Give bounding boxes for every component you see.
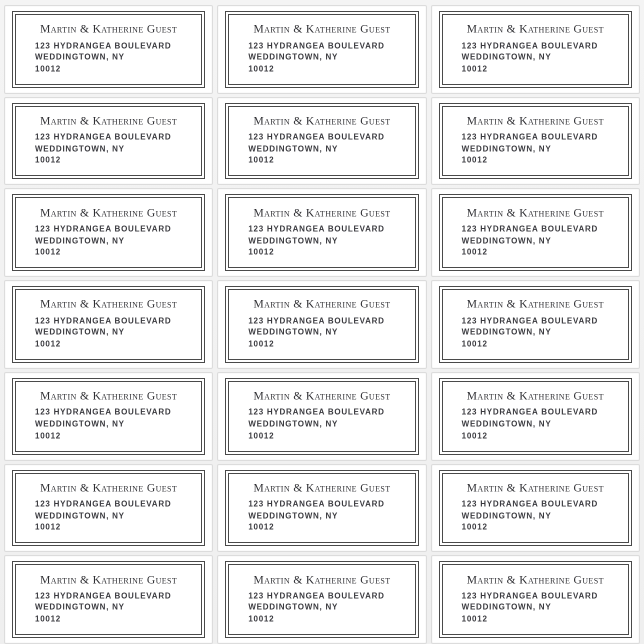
label-zip: 10012 [461, 614, 488, 624]
label-address [19, 407, 198, 442]
label-border-frame [225, 470, 418, 547]
label-zip: 10012 [35, 64, 61, 74]
label-city-state: WEDDINGTOWN, NY [35, 236, 125, 246]
label-street: 123 HYDRANGEA BOULEVARD [461, 407, 599, 417]
label-text-block [440, 207, 631, 258]
label-text-block [226, 116, 417, 167]
address-label[interactable] [4, 280, 213, 369]
address-label[interactable] [217, 464, 426, 553]
address-label[interactable] [4, 464, 213, 553]
label-address [446, 224, 625, 259]
label-text-block [440, 24, 631, 75]
address-label[interactable] [431, 97, 640, 186]
label-border-frame [439, 286, 632, 363]
label-zip: 10012 [461, 522, 488, 532]
label-address [19, 132, 198, 167]
label-city-state: WEDDINGTOWN, NY [248, 602, 339, 612]
label-zip: 10012 [461, 247, 488, 257]
label-border-frame [225, 11, 418, 88]
label-street: 123 HYDRANGEA BOULEVARD [248, 499, 385, 509]
label-text-block [226, 207, 417, 258]
label-text-block [226, 299, 417, 350]
label-address [232, 590, 411, 625]
label-text-block [13, 299, 204, 350]
label-name: Martin & Katherine Guest [40, 207, 178, 220]
label-zip: 10012 [35, 339, 61, 349]
label-city-state: WEDDINGTOWN, NY [461, 236, 552, 246]
label-name: Martin & Katherine Guest [253, 390, 391, 403]
label-city-state: WEDDINGTOWN, NY [35, 511, 125, 521]
label-name: Martin & Katherine Guest [466, 574, 604, 587]
label-address [19, 315, 198, 350]
label-street: 123 HYDRANGEA BOULEVARD [248, 316, 385, 326]
label-street: 123 HYDRANGEA BOULEVARD [461, 41, 599, 51]
label-address [232, 224, 411, 259]
label-text-block [440, 482, 631, 533]
address-label[interactable] [4, 555, 213, 644]
label-border-frame [12, 103, 205, 180]
label-city-state: WEDDINGTOWN, NY [35, 144, 125, 154]
address-label[interactable] [217, 372, 426, 461]
label-name: Martin & Katherine Guest [253, 207, 391, 220]
address-label[interactable] [217, 5, 426, 94]
address-label[interactable] [217, 97, 426, 186]
label-street: 123 HYDRANGEA BOULEVARD [35, 224, 172, 234]
label-city-state: WEDDINGTOWN, NY [248, 419, 339, 429]
label-address [19, 224, 198, 259]
address-label[interactable] [217, 280, 426, 369]
label-city-state: WEDDINGTOWN, NY [461, 327, 552, 337]
label-address [446, 132, 625, 167]
label-border-frame [12, 11, 205, 88]
label-text-block [226, 24, 417, 75]
label-name: Martin & Katherine Guest [466, 207, 604, 220]
label-zip: 10012 [248, 431, 275, 441]
label-text-block [13, 207, 204, 258]
label-text-block [13, 482, 204, 533]
label-address [19, 499, 198, 534]
label-name: Martin & Katherine Guest [466, 115, 604, 128]
label-street: 123 HYDRANGEA BOULEVARD [248, 407, 385, 417]
label-street: 123 HYDRANGEA BOULEVARD [461, 591, 599, 601]
address-label[interactable] [4, 372, 213, 461]
label-zip: 10012 [461, 431, 488, 441]
label-address [446, 40, 625, 75]
label-city-state: WEDDINGTOWN, NY [248, 52, 339, 62]
label-text-block [440, 299, 631, 350]
label-text-block [13, 391, 204, 442]
label-border-frame [439, 378, 632, 455]
label-city-state: WEDDINGTOWN, NY [248, 511, 339, 521]
label-street: 123 HYDRANGEA BOULEVARD [35, 132, 172, 142]
address-label[interactable] [431, 5, 640, 94]
label-zip: 10012 [461, 64, 488, 74]
address-label[interactable] [4, 97, 213, 186]
address-label[interactable] [217, 555, 426, 644]
label-city-state: WEDDINGTOWN, NY [461, 511, 552, 521]
label-address [446, 315, 625, 350]
label-name: Martin & Katherine Guest [466, 298, 604, 311]
label-city-state: WEDDINGTOWN, NY [35, 327, 125, 337]
label-city-state: WEDDINGTOWN, NY [461, 52, 552, 62]
label-street: 123 HYDRANGEA BOULEVARD [35, 316, 172, 326]
label-street: 123 HYDRANGEA BOULEVARD [35, 499, 172, 509]
label-street: 123 HYDRANGEA BOULEVARD [35, 407, 172, 417]
label-city-state: WEDDINGTOWN, NY [248, 327, 339, 337]
label-zip: 10012 [35, 155, 61, 165]
label-text-block [226, 574, 417, 625]
label-street: 123 HYDRANGEA BOULEVARD [248, 41, 385, 51]
label-name: Martin & Katherine Guest [253, 574, 391, 587]
label-city-state: WEDDINGTOWN, NY [248, 144, 339, 154]
label-name: Martin & Katherine Guest [40, 298, 178, 311]
label-text-block [13, 574, 204, 625]
label-address [446, 590, 625, 625]
label-address [232, 499, 411, 534]
address-label[interactable] [4, 188, 213, 277]
label-street: 123 HYDRANGEA BOULEVARD [35, 591, 172, 601]
label-city-state: WEDDINGTOWN, NY [35, 602, 125, 612]
label-address [19, 590, 198, 625]
label-name: Martin & Katherine Guest [466, 482, 604, 495]
label-name: Martin & Katherine Guest [40, 23, 178, 36]
label-city-state: WEDDINGTOWN, NY [461, 144, 552, 154]
label-city-state: WEDDINGTOWN, NY [35, 52, 125, 62]
label-name: Martin & Katherine Guest [253, 115, 391, 128]
label-street: 123 HYDRANGEA BOULEVARD [248, 132, 385, 142]
address-label[interactable] [217, 188, 426, 277]
label-address [232, 407, 411, 442]
label-address [446, 407, 625, 442]
label-zip: 10012 [461, 339, 488, 349]
label-name: Martin & Katherine Guest [40, 390, 178, 403]
label-text-block [440, 116, 631, 167]
label-border-frame [225, 286, 418, 363]
label-border-frame [439, 561, 632, 638]
label-name: Martin & Katherine Guest [40, 115, 178, 128]
label-text-block [226, 391, 417, 442]
label-city-state: WEDDINGTOWN, NY [248, 236, 339, 246]
label-border-frame [439, 11, 632, 88]
label-zip: 10012 [248, 247, 275, 257]
label-name: Martin & Katherine Guest [40, 482, 178, 495]
label-text-block [13, 24, 204, 75]
address-label[interactable] [4, 5, 213, 94]
label-zip: 10012 [248, 155, 275, 165]
label-text-block [440, 574, 631, 625]
label-border-frame [225, 194, 418, 271]
label-street: 123 HYDRANGEA BOULEVARD [461, 132, 599, 142]
label-border-frame [12, 470, 205, 547]
label-city-state: WEDDINGTOWN, NY [35, 419, 125, 429]
label-border-frame [12, 286, 205, 363]
address-label[interactable] [431, 188, 640, 277]
label-zip: 10012 [248, 522, 275, 532]
address-label[interactable] [431, 280, 640, 369]
label-border-frame [12, 194, 205, 271]
label-text-block [13, 116, 204, 167]
label-name: Martin & Katherine Guest [253, 482, 391, 495]
label-border-frame [439, 194, 632, 271]
label-zip: 10012 [35, 522, 61, 532]
label-zip: 10012 [248, 64, 275, 74]
label-street: 123 HYDRANGEA BOULEVARD [248, 591, 385, 601]
label-name: Martin & Katherine Guest [253, 23, 391, 36]
address-label[interactable] [431, 555, 640, 644]
label-zip: 10012 [35, 614, 61, 624]
label-text-block [226, 482, 417, 533]
label-name: Martin & Katherine Guest [253, 298, 391, 311]
label-border-frame [439, 470, 632, 547]
label-street: 123 HYDRANGEA BOULEVARD [461, 499, 599, 509]
label-zip: 10012 [248, 614, 275, 624]
label-street: 123 HYDRANGEA BOULEVARD [35, 41, 172, 51]
label-zip: 10012 [461, 155, 488, 165]
label-zip: 10012 [35, 247, 61, 257]
label-city-state: WEDDINGTOWN, NY [461, 419, 552, 429]
label-name: Martin & Katherine Guest [466, 390, 604, 403]
label-street: 123 HYDRANGEA BOULEVARD [461, 224, 599, 234]
label-street: 123 HYDRANGEA BOULEVARD [248, 224, 385, 234]
label-name: Martin & Katherine Guest [466, 23, 604, 36]
label-zip: 10012 [248, 339, 275, 349]
label-border-frame [12, 561, 205, 638]
label-border-frame [225, 103, 418, 180]
label-address [19, 40, 198, 75]
label-city-state: WEDDINGTOWN, NY [461, 602, 552, 612]
label-border-frame [225, 561, 418, 638]
address-label[interactable] [431, 372, 640, 461]
label-address [232, 132, 411, 167]
address-label[interactable] [431, 464, 640, 553]
label-border-frame [12, 378, 205, 455]
label-address [232, 315, 411, 350]
label-border-frame [225, 378, 418, 455]
label-name: Martin & Katherine Guest [40, 574, 178, 587]
label-zip: 10012 [35, 431, 61, 441]
label-address [446, 499, 625, 534]
label-street: 123 HYDRANGEA BOULEVARD [461, 316, 599, 326]
label-address [232, 40, 411, 75]
label-border-frame [439, 103, 632, 180]
label-text-block [440, 391, 631, 442]
